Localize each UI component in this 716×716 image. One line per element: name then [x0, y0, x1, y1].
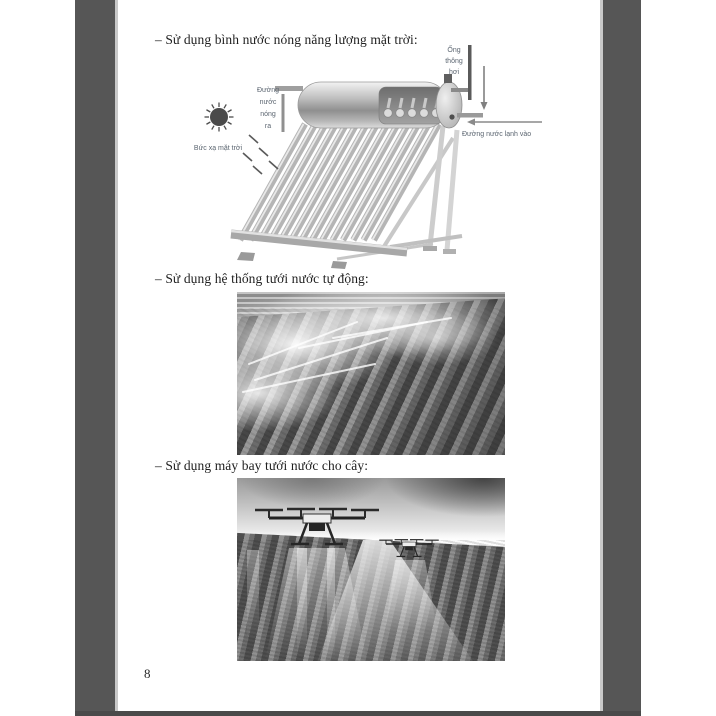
sun-icon	[205, 103, 234, 132]
drone-photo	[237, 478, 505, 661]
left-page-edge	[115, 0, 118, 716]
radiation-dashes	[243, 135, 278, 174]
label-cold-water-in: Đường nước lạnh vào	[462, 131, 532, 138]
svg-text:Ống: Ống	[447, 47, 461, 54]
right-dark-bar	[603, 0, 641, 716]
svg-text:nóng: nóng	[260, 111, 276, 118]
page-number: 8	[144, 666, 151, 681]
bullet-drone-watering: – Sử dụng máy bay tưới nước cho cây:	[155, 458, 369, 473]
bullet-solar-heater: – Sử dụng bình nước nóng năng lượng mặt trời:	[155, 32, 418, 47]
left-arrow-icon	[467, 119, 542, 126]
svg-text:nước: nước	[259, 99, 277, 106]
label-solar-radiation: Bức xạ mặt trời	[193, 145, 243, 152]
small-drone	[379, 540, 439, 557]
svg-text:Đường: Đường	[256, 87, 280, 94]
page-bottom-shadow	[75, 711, 641, 716]
spray-small	[385, 560, 437, 630]
right-page-edge	[600, 0, 603, 716]
storage-tank	[298, 74, 483, 128]
drones-overlay	[237, 478, 505, 661]
bottom-rail	[231, 231, 407, 269]
label-hot-water-out	[257, 87, 285, 132]
large-drone	[255, 509, 379, 544]
irrigation-photo	[237, 292, 505, 455]
water-mist	[237, 292, 505, 455]
svg-text:ra: ra	[264, 123, 272, 130]
left-dark-bar	[75, 0, 115, 716]
solar-water-heater-diagram	[185, 40, 565, 270]
svg-text:thông: thông	[445, 58, 463, 65]
svg-text:hơi: hơi	[448, 69, 460, 76]
vacuum-tubes	[239, 124, 439, 240]
hot-water-pipe	[275, 86, 303, 91]
down-arrow-icon	[481, 66, 488, 110]
spray-large	[265, 548, 367, 661]
bullet-auto-irrigation: – Sử dụng hệ thống tưới nước tự động:	[155, 271, 369, 286]
